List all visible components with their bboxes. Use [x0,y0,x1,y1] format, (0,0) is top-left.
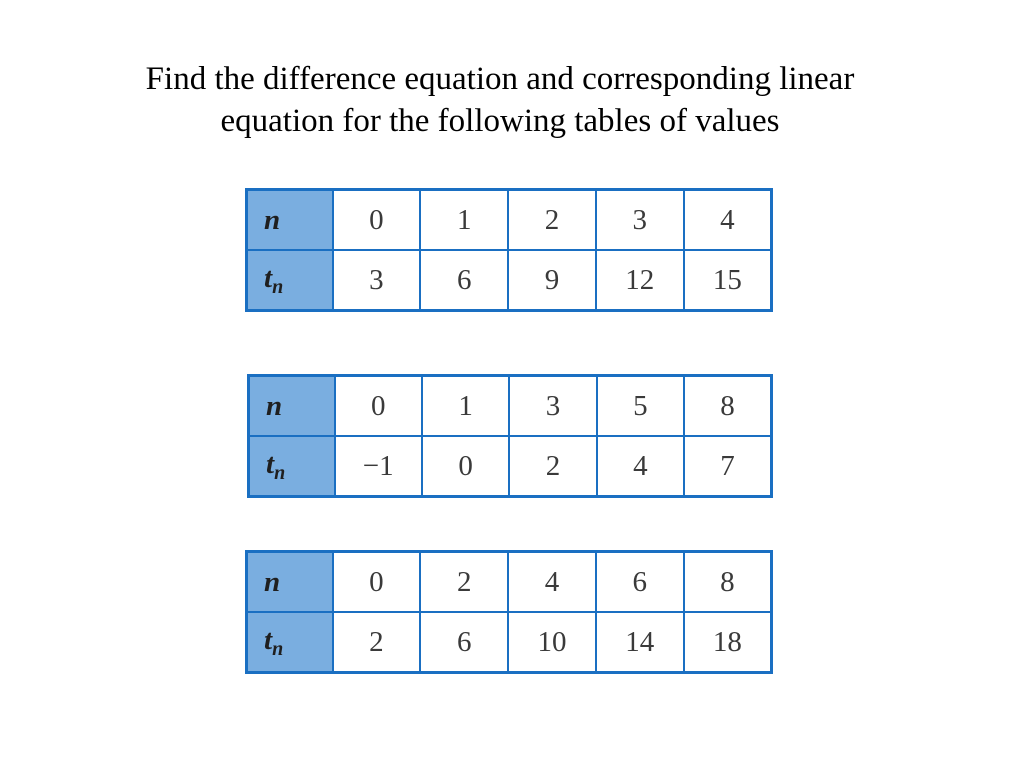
row-label-n: n [247,190,333,251]
row-label-n: n [247,552,333,613]
table-cell: 10 [508,612,596,673]
table-row-tn [249,436,772,497]
title-line-1: Find the difference equation and corresponding linear [145,61,855,97]
table-row-n [249,376,772,437]
table-cell: 5 [597,376,684,437]
values-table-2 [247,374,773,498]
title-line-2: equation for the following tables of values [220,103,780,139]
row-label-t: t [264,261,273,294]
table-cell: 12 [596,250,684,311]
table-cell: 2 [509,436,596,497]
table-cell: 6 [420,612,508,673]
table-cell: 4 [684,190,772,251]
table-cell: 2 [420,552,508,613]
row-label-tn [249,436,335,497]
table-cell: 15 [684,250,772,311]
table-row-tn [247,612,772,673]
table-cell: 6 [596,552,684,613]
table-row-n [247,552,772,613]
table-cell: 4 [597,436,684,497]
table-cell: 8 [684,376,771,437]
row-label-t: t [264,623,273,656]
row-label-subscript: n [272,637,284,660]
row-label-subscript: n [272,275,284,298]
table-cell: 14 [596,612,684,673]
table-cell: 2 [508,190,596,251]
row-label-t: t [266,447,275,480]
table-cell: 1 [422,376,509,437]
table-cell: 3 [509,376,596,437]
table-cell: 7 [684,436,771,497]
row-label-tn [247,250,333,311]
table-cell: 3 [596,190,684,251]
table-cell: 0 [422,436,509,497]
table-cell: 18 [684,612,772,673]
table-row-tn [247,250,772,311]
values-table-3 [245,550,773,674]
row-label-tn [247,612,333,673]
table-cell: 3 [333,250,421,311]
table-cell: 9 [508,250,596,311]
row-label-subscript: n [274,461,286,484]
table-cell: 2 [333,612,421,673]
table-cell: 6 [420,250,508,311]
table-row-n [247,190,772,251]
values-table-1 [245,188,773,312]
row-label-n: n [249,376,335,437]
table-cell: 0 [333,552,421,613]
table-cell: 0 [335,376,422,437]
table-cell: 4 [508,552,596,613]
page-title [0,58,1000,142]
table-cell: −1 [335,436,422,497]
table-cell: 1 [420,190,508,251]
table-cell: 8 [684,552,772,613]
table-cell: 0 [333,190,421,251]
